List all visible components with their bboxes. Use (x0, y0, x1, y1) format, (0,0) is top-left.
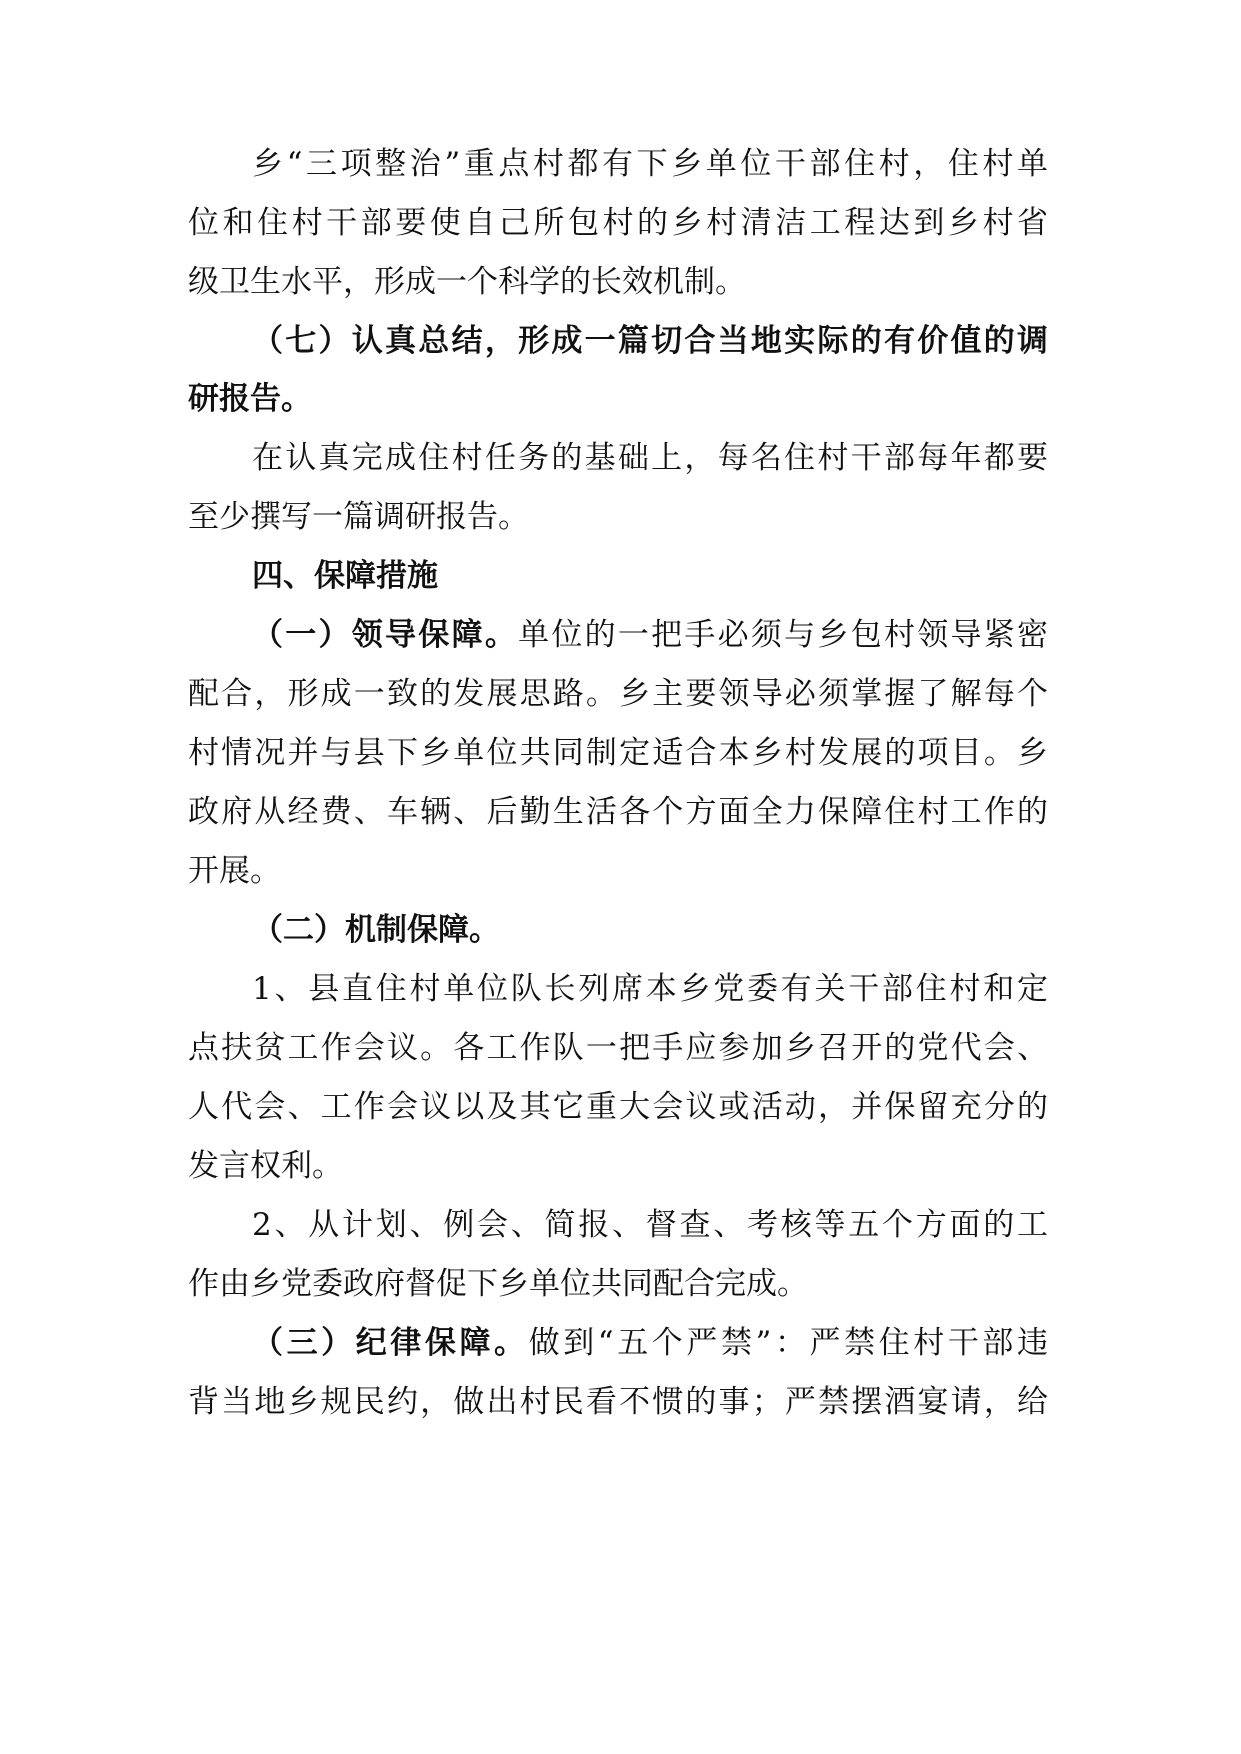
text-span: 做到“五个严禁”：严禁住村干部违 (528, 1325, 1048, 1361)
section-heading: 研报告。 (188, 381, 312, 417)
text-line: 2、从计划、例会、简报、督查、考核等五个方面的工 (252, 1207, 1048, 1243)
text-line: 政府从经费、车辆、后勤生活各个方面全力保障住村工作的 (188, 794, 1048, 830)
text-line: 发言权利。 (188, 1148, 343, 1184)
text-line (252, 1318, 1048, 1368)
text-line: 背当地乡规民约，做出村民看不惯的事；严禁摆酒宴请，给 (188, 1384, 1048, 1420)
text-span: 单位的一把手必须与乡包村领导紧密 (518, 617, 1049, 653)
text-line: 点扶贫工作会议。各工作队一把手应参加乡召开的党代会、 (188, 1030, 1048, 1066)
subsection-heading: （一）领导保障。 (252, 617, 519, 653)
subsection-heading: （二）机制保障。 (252, 912, 500, 948)
text-line: 村情况并与县下乡单位共同制定适合本乡村发展的项目。乡 (188, 735, 1048, 771)
text-line: 配合，形成一致的发展思路。乡主要领导必须掌握了解每个 (188, 676, 1048, 712)
text-line: 级卫生水平，形成一个科学的长效机制。 (188, 264, 746, 300)
text-line: 开展。 (188, 853, 281, 889)
text-line: 在认真完成住村任务的基础上，每名住村干部每年都要 (252, 440, 1048, 476)
text-line: 作由乡党委政府督促下乡单位共同配合完成。 (188, 1266, 808, 1302)
text-line (252, 610, 1048, 660)
text-line: 至少撰写一篇调研报告。 (188, 499, 529, 535)
section-title: 四、保障措施 (252, 558, 438, 594)
section-heading: （七）认真总结，形成一篇切合当地实际的有价值的调 (252, 323, 1048, 359)
subsection-heading: （三）纪律保障。 (252, 1325, 529, 1361)
text-line: 人代会、工作会议以及其它重大会议或活动，并保留充分的 (188, 1089, 1048, 1125)
text-line: 位和住村干部要使自己所包村的乡村清洁工程达到乡村省 (188, 205, 1048, 241)
text-line: 1、县直住村单位队长列席本乡党委有关干部住村和定 (252, 971, 1048, 1007)
text-line: 乡“三项整治”重点村都有下乡单位干部住村，住村单 (252, 146, 1048, 182)
